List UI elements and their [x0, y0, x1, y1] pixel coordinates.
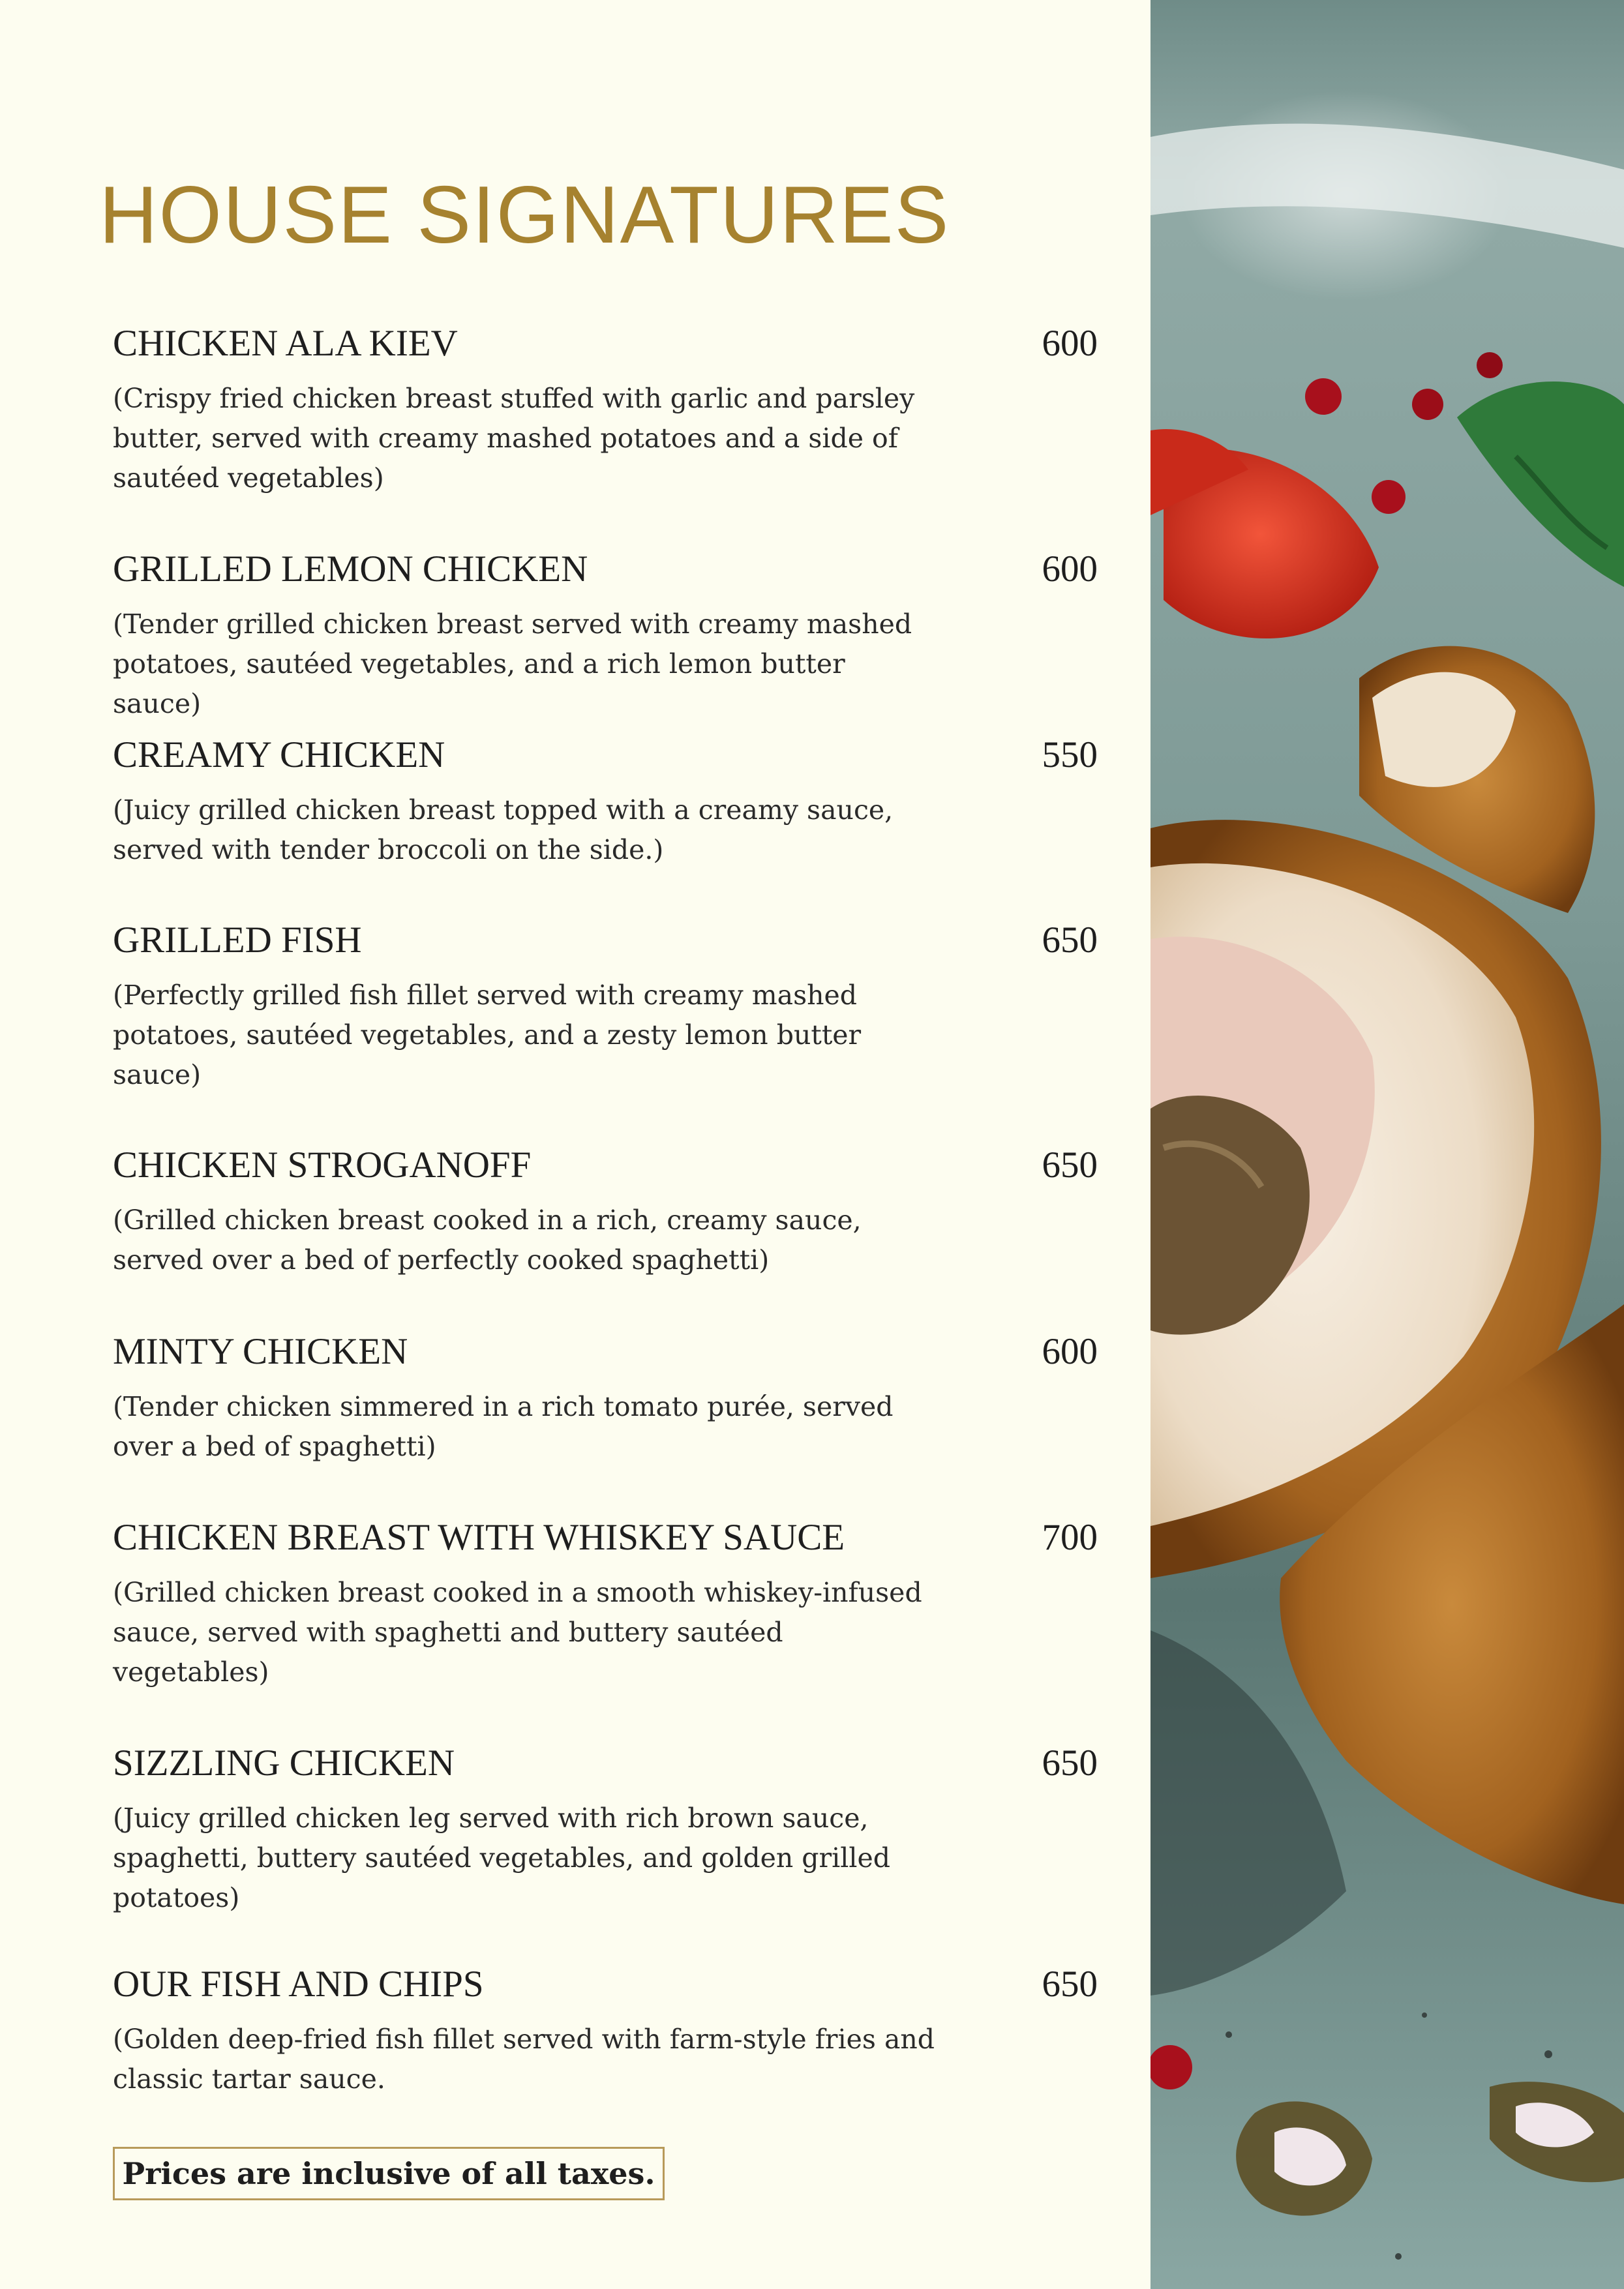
item-name: MINTY CHICKEN	[113, 1331, 408, 1372]
page-title: HOUSE SIGNATURES	[99, 170, 950, 260]
item-description: (Grilled chicken breast cooked in a smooth whiskey-infused sauce, served with spaghetti and buttery sautéed vegetables)	[113, 1576, 922, 1688]
speckle	[1544, 2050, 1552, 2058]
food-photo-illustration	[1150, 0, 1624, 2289]
item-price: 600	[1042, 323, 1098, 364]
item-name: CHICKEN BREAST WITH WHISKEY SAUCE	[113, 1517, 845, 1558]
food-photo	[1150, 0, 1624, 2289]
menu-item-creamy-chicken	[113, 735, 1098, 870]
pomegranate-seed	[1477, 352, 1503, 378]
menu-item-sizzling-chicken	[113, 1743, 1098, 1918]
item-name: OUR FISH AND CHIPS	[113, 1964, 484, 2005]
item-description: (Golden deep-fried fish fillet served with farm-style fries and classic tartar sauce.	[113, 2023, 935, 2095]
item-price: 650	[1042, 1964, 1098, 2005]
item-price: 650	[1042, 1144, 1098, 1186]
menu-item-chicken-stroganoff	[113, 1145, 1098, 1280]
tax-note: Prices are inclusive of all taxes.	[113, 2147, 665, 2200]
item-description: (Crispy fried chicken breast stuffed with garlic and parsley butter, served with creamy mashed potatoes and a side of sautéed vegetables)	[113, 382, 915, 494]
pomegranate-seed	[1150, 2045, 1192, 2089]
item-name: CHICKEN ALA KIEV	[113, 323, 458, 364]
pomegranate-seed	[1305, 378, 1342, 415]
item-description: (Perfectly grilled fish fillet served with creamy mashed potatoes, sautéed vegetables, and a zesty lemon butter sauce)	[113, 979, 862, 1090]
item-description: (Grilled chicken breast cooked in a rich, creamy sauce, served over a bed of perfectly cooked spaghetti)	[113, 1204, 862, 1276]
item-description: (Tender grilled chicken breast served with creamy mashed potatoes, sautéed vegetables, and a rich lemon butter sauce)	[113, 608, 912, 719]
item-price: 600	[1042, 548, 1098, 590]
item-name: CHICKEN STROGANOFF	[113, 1144, 532, 1186]
item-description: (Tender chicken simmered in a rich tomato purée, served over a bed of spaghetti)	[113, 1390, 894, 1462]
menu-item-fish-and-chips	[113, 1964, 1098, 2099]
menu-item-grilled-lemon-chicken	[113, 549, 1098, 724]
speckle	[1422, 2012, 1427, 2018]
pomegranate-seed	[1372, 480, 1406, 514]
menu-item-chicken-breast-whiskey	[113, 1518, 1098, 1692]
pomegranate-seed	[1412, 389, 1443, 420]
item-description: (Juicy grilled chicken leg served with rich brown sauce, spaghetti, buttery sautéed vegetables, and golden grilled potatoes)	[113, 1802, 891, 1913]
item-price: 700	[1042, 1517, 1098, 1558]
menu-item-grilled-fish	[113, 920, 1098, 1095]
item-name: GRILLED LEMON CHICKEN	[113, 548, 588, 590]
item-name: GRILLED FISH	[113, 920, 362, 961]
menu-item-chicken-ala-kiev	[113, 323, 1098, 498]
speckle	[1226, 2031, 1232, 2038]
item-price: 650	[1042, 1743, 1098, 1784]
item-price: 650	[1042, 920, 1098, 961]
plate-rim	[1150, 124, 1624, 248]
speckle	[1395, 2253, 1402, 2260]
menu-item-minty-chicken	[113, 1332, 1098, 1467]
item-name: CREAMY CHICKEN	[113, 734, 445, 775]
item-name: SIZZLING CHICKEN	[113, 1743, 455, 1784]
item-price: 550	[1042, 734, 1098, 775]
item-description: (Juicy grilled chicken breast topped with a creamy sauce, served with tender broccoli on the side.)	[113, 794, 894, 865]
item-price: 600	[1042, 1331, 1098, 1372]
